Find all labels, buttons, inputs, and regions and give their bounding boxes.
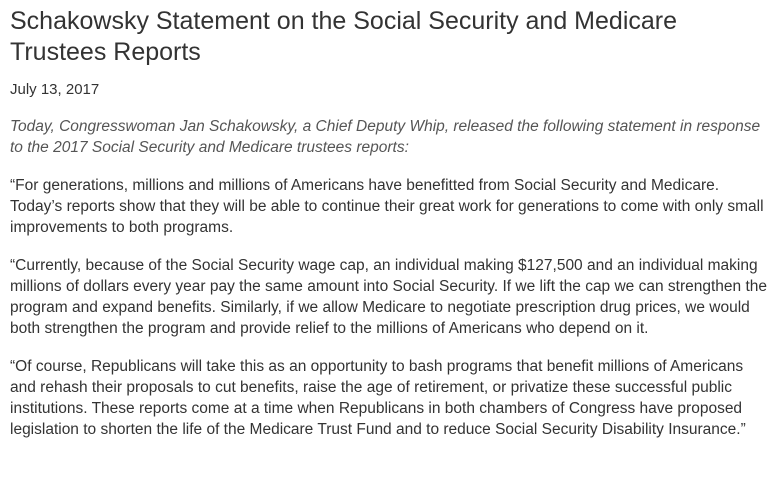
- statement-paragraph-1: “For generations, millions and millions of Americans have benefitted from Social Security and Medicare. Today’s reports show that they will be able to continue their great work for generations to come with only small improvements to both programs.: [10, 177, 764, 236]
- publish-date: July 13, 2017: [10, 81, 100, 98]
- page-title: Schakowsky Statement on the Social Security and Medicare Trustees Reports: [10, 7, 678, 66]
- intro-paragraph: Today, Congresswoman Jan Schakowsky, a Chief Deputy Whip, released the following statement in response to the 2017 Social Security and Medicare trustees reports:: [10, 118, 761, 156]
- statement-paragraph-3: “Of course, Republicans will take this as an opportunity to bash programs that benefit millions of Americans and rehash their proposals to cut benefits, raise the age of retirement, or privatize these successful public institutions. These reports come at a time when Republicans in both chambers of Congress have proposed legislation to shorten the life of the Medicare Trust Fund and to reduce Social Security Disability Insurance.”: [10, 358, 746, 438]
- statement-paragraph-2: “Currently, because of the Social Security wage cap, an individual making $127,500 and an individual making millions of dollars every year pay the same amount into Social Security. If we lift the cap we can strengthen the program and expand benefits. Similarly, if we allow Medicare to negotiate prescription drug prices, we would both strengthen the program and provide relief to the millions of Americans who depend on it.: [10, 257, 768, 337]
